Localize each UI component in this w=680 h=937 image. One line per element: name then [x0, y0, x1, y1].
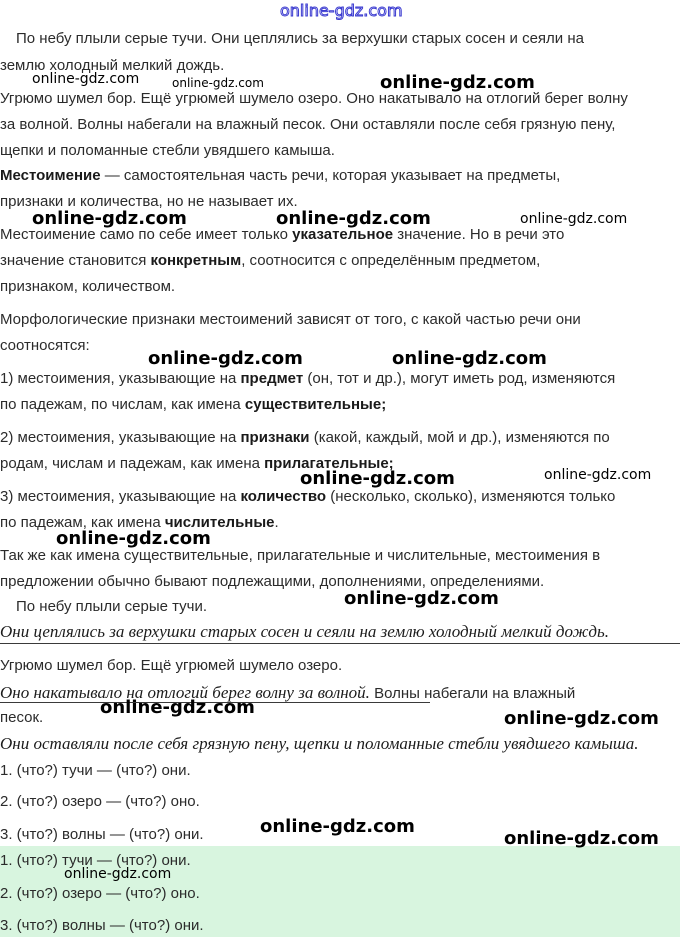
paragraph-line: Так же как имена существительные, прилагательные и числительные, местоимения в — [0, 547, 601, 564]
paragraph-line: соотносятся: — [0, 337, 90, 354]
bold-term: признаки — [240, 429, 310, 446]
watermark: online-gdz.com — [172, 76, 264, 90]
question-line: 2. (что?) озеро — (что?) оно. — [0, 793, 200, 810]
watermark: online-gdz.com — [260, 816, 415, 837]
watermark: online-gdz.com — [504, 828, 659, 849]
watermark: online-gdz.com — [148, 348, 303, 369]
paragraph-line: предложении обычно бывают подлежащими, дополнениями, определениями. — [0, 573, 545, 590]
paragraph-line: признаком, количеством. — [0, 278, 176, 295]
answer-line: 1. (что?) тучи — (что?) они. — [0, 852, 191, 869]
question-line: 3. (что?) волны — (что?) они. — [0, 826, 204, 843]
site-watermark-top: online-gdz.com — [280, 1, 403, 20]
paragraph-line: Угрюмо шумел бор. Ещё угрюмей шумело озеро. Оно накатывало на отлогий берег волну — [0, 90, 628, 107]
list-item — [0, 488, 615, 506]
text-span: (он, тот и др.), могут иметь род, изменяются — [303, 370, 616, 387]
text-span: значение становится — [0, 252, 151, 269]
definition-line — [0, 167, 560, 185]
handwritten-inline: Оно накатывало на отлогий берег волну за волной. — [0, 683, 370, 702]
text-span: 2) местоимения, указывающие на — [0, 429, 241, 446]
question-line: 1. (что?) тучи — (что?) они. — [0, 762, 191, 779]
watermark: online-gdz.com — [344, 588, 499, 609]
paragraph-line: землю холодный мелкий дождь. — [0, 57, 225, 74]
bold-term: числительные — [164, 514, 275, 531]
bold-term: предмет — [240, 370, 304, 387]
exercise-line: Угрюмо шумел бор. Ещё угрюмей шумело озеро. — [0, 657, 343, 674]
definition-text: — самостоятельная часть речи, которая указывает на предметы, — [100, 167, 561, 184]
definition-term: Местоимение — [0, 167, 101, 184]
watermark: online-gdz.com — [300, 468, 455, 489]
exercise-line — [0, 683, 575, 703]
text-span: по падежам, по числам, как имена — [0, 396, 245, 413]
handwritten-line: Они цеплялись за верхушки старых сосен и сеяли на землю холодный мелкий дождь. — [0, 622, 609, 641]
list-item — [0, 370, 615, 388]
watermark: online-gdz.com — [504, 708, 659, 729]
text-span: , соотносится с определённым предметом, — [241, 252, 541, 269]
watermark: online-gdz.com — [64, 866, 172, 882]
handwritten-line: Они оставляли после себя грязную пену, щепки и поломанные стебли увядшего камыша. — [0, 734, 639, 753]
watermark: online-gdz.com — [32, 71, 140, 87]
watermark: online-gdz.com — [520, 211, 628, 227]
definition-line: признаки и количества, но не называет их. — [0, 193, 298, 210]
bold-term: существительные; — [244, 396, 387, 413]
watermark: online-gdz.com — [544, 467, 652, 483]
text-span: родам, числам и падежам, как имена — [0, 455, 265, 472]
text-span: по падежам, как имена — [0, 514, 165, 531]
underline-rule — [0, 643, 680, 644]
watermark: online-gdz.com — [32, 208, 187, 229]
exercise-line: По небу плыли серые тучи. — [16, 598, 208, 615]
text-span: Волны набегали на влажный — [369, 685, 576, 702]
list-item — [0, 429, 610, 447]
text-span: . — [274, 514, 279, 531]
paragraph-line: По небу плыли серые тучи. Они цеплялись за верхушки старых сосен и сеяли на — [16, 30, 584, 47]
answer-line: 2. (что?) озеро — (что?) оно. — [0, 885, 200, 902]
text-span: (какой, каждый, мой и др.), изменяются по — [309, 429, 610, 446]
text-span: Местоимение само по себе имеет только — [0, 226, 293, 243]
text-span: значение. Но в речи это — [393, 226, 565, 243]
text-span: 3) местоимения, указывающие на — [0, 488, 241, 505]
bold-term: конкретным — [150, 252, 242, 269]
list-item — [0, 396, 386, 414]
answer-line: 3. (что?) волны — (что?) они. — [0, 917, 204, 934]
paragraph-line: Морфологические признаки местоимений зависят от того, с какой частью речи они — [0, 311, 581, 328]
text-span: (несколько, сколько), изменяются только — [326, 488, 616, 505]
text-span: 1) местоимения, указывающие на — [0, 370, 241, 387]
bold-term: количество — [240, 488, 327, 505]
bold-term: прилагательные; — [264, 455, 394, 472]
bold-term: указательное — [292, 226, 394, 243]
watermark: online-gdz.com — [380, 72, 535, 93]
watermark: online-gdz.com — [276, 208, 431, 229]
exercise-line: песок. — [0, 709, 44, 726]
paragraph-line: щепки и поломанные стебли увядшего камыша. — [0, 142, 335, 159]
watermark: online-gdz.com — [392, 348, 547, 369]
paragraph-line — [0, 252, 540, 270]
paragraph-line: за волной. Волны набегали на влажный песок. Они оставляли после себя грязную пену, — [0, 116, 616, 133]
watermark: online-gdz.com — [100, 697, 255, 718]
watermark: online-gdz.com — [56, 528, 211, 549]
